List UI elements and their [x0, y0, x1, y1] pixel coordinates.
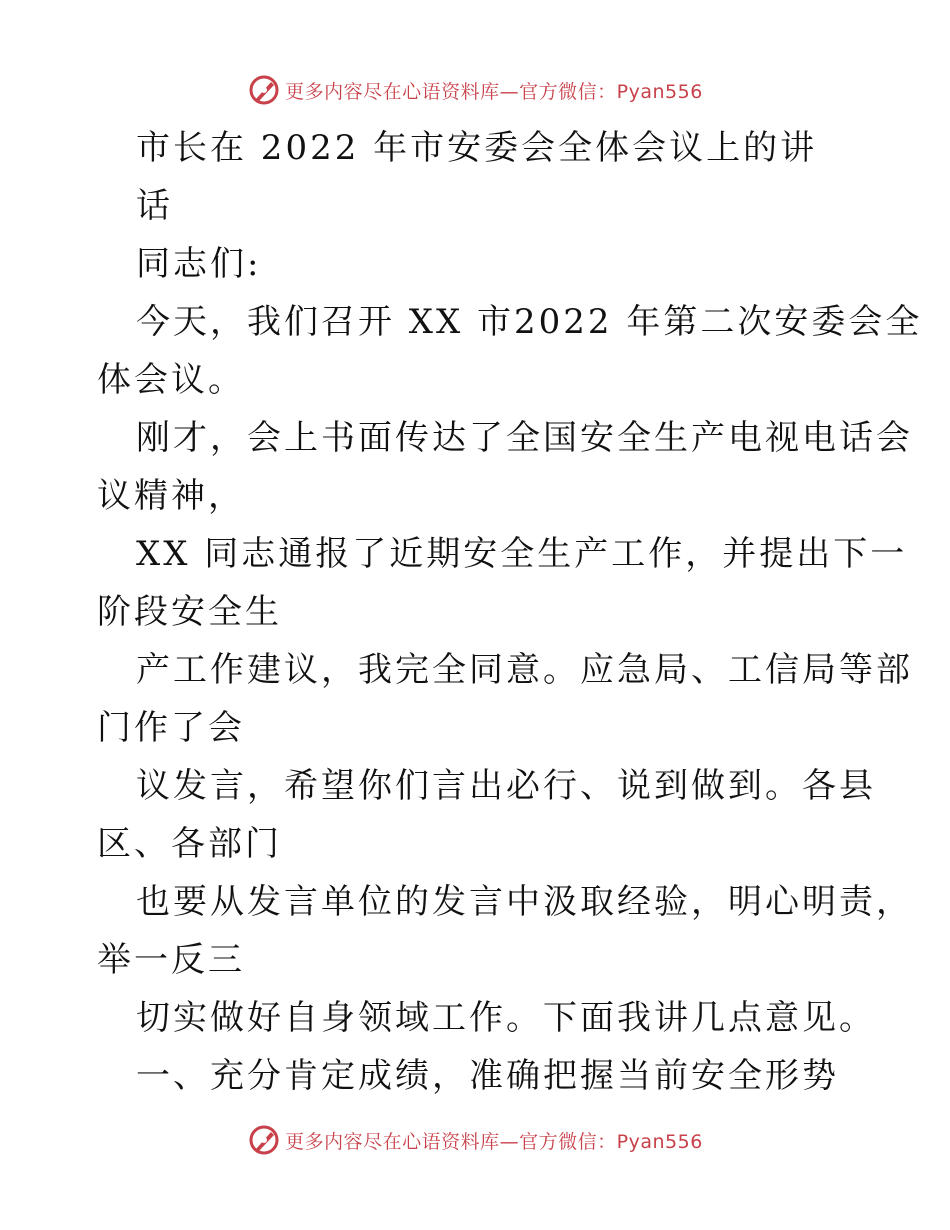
section-heading: 一、充分肯定成绩，准确把握当前安全形势: [136, 1056, 839, 1096]
body-line: 区、各部门: [97, 824, 282, 864]
body-line: 议精神，: [97, 476, 245, 516]
body-line: 门作了会: [97, 708, 245, 748]
document-title-line-2: 话: [136, 186, 173, 226]
footer-watermark-banner: [0, 1120, 950, 1160]
banner-text: 更多内容尽在心语资料库: [285, 80, 500, 103]
banner-text: 更多内容尽在心语资料库: [285, 1130, 500, 1153]
body-line: 举一反三: [97, 940, 245, 980]
body-line: 产工作建议，我完全同意。应急局、工信局等部: [136, 650, 913, 690]
body-line: 议发言，希望你们言出必行、说到做到。各县: [136, 766, 876, 806]
body-line: 阶段安全生: [97, 592, 282, 632]
banner-wechat: 官方微信：Pyan556: [519, 80, 703, 103]
body-line: 刚才，会上书面传达了全国安全生产电视电话会: [136, 418, 913, 458]
pen-circle-logo-icon: [247, 1123, 281, 1157]
banner-separator: —: [499, 1130, 520, 1153]
body-line: XX 同志通报了近期安全生产工作，并提出下一: [136, 534, 908, 574]
banner-separator: —: [499, 80, 520, 103]
body-line: 体会议。: [97, 360, 245, 400]
document-title-line-1: 市长在 2022 年市安委会全体会议上的讲: [136, 128, 818, 168]
body-line: 今天，我们召开 XX 市2022 年第二次安委会全: [136, 302, 923, 342]
header-watermark-banner: [0, 70, 950, 110]
body-line: 切实做好自身领域工作。下面我讲几点意见。: [136, 998, 876, 1038]
body-line: 也要从发言单位的发言中汲取经验，明心明责，: [136, 882, 913, 922]
banner-wechat: 官方微信：Pyan556: [519, 1130, 703, 1153]
salutation: 同志们:: [136, 244, 262, 284]
pen-circle-logo-icon: [247, 73, 281, 107]
